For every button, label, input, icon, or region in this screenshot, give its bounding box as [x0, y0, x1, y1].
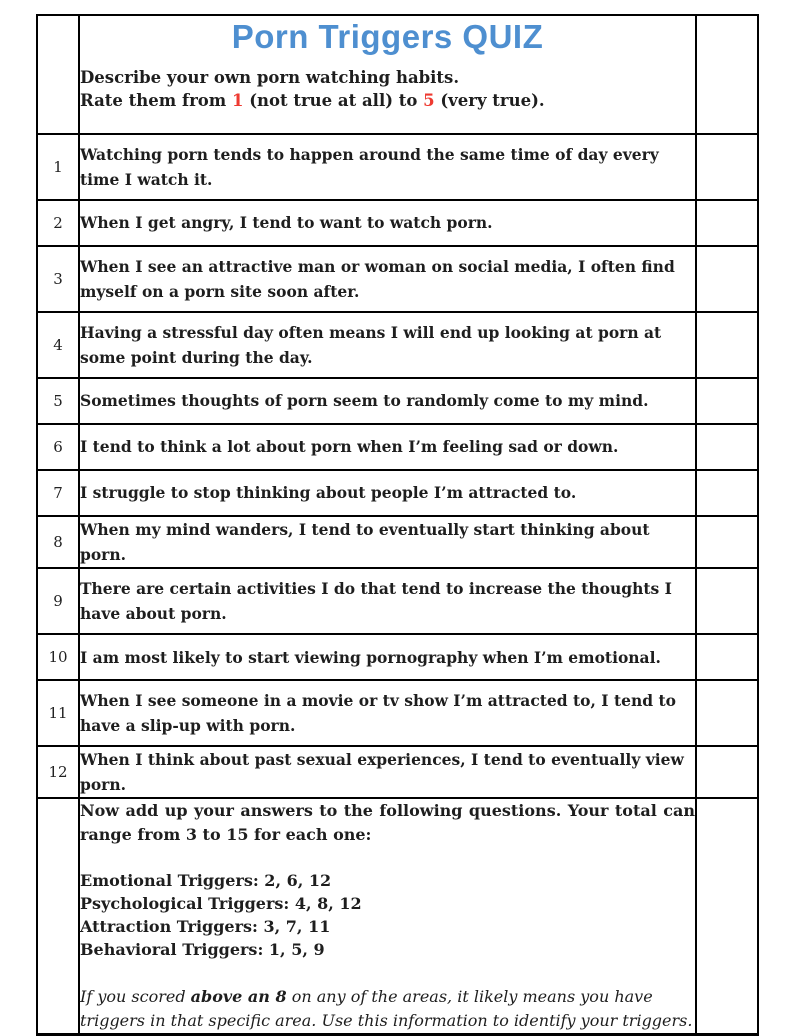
answer-cell[interactable] [696, 470, 758, 516]
answer-cell[interactable] [696, 516, 758, 568]
answer-cell[interactable] [696, 568, 758, 634]
question-text: Watching porn tends to happen around the same time of day every time I watch it. [79, 134, 696, 200]
category-behavioral: Behavioral Triggers: 1, 5, 9 [80, 939, 325, 959]
question-text: When I get angry, I tend to want to watch porn. [79, 200, 696, 246]
question-text: Having a stressful day often means I will end up looking at porn at some point during the day. [79, 312, 696, 378]
scoring-row [37, 798, 758, 1034]
question-number: 6 [37, 424, 79, 470]
question-text: There are certain activities I do that tend to increase the thoughts I have about porn. [79, 568, 696, 634]
question-text: I tend to think a lot about porn when I’m feeling sad or down. [79, 424, 696, 470]
question-text: Sometimes thoughts of porn seem to randomly come to my mind. [79, 378, 696, 424]
question-number: 10 [37, 634, 79, 680]
question-row-6 [37, 424, 758, 470]
question-row-5 [37, 378, 758, 424]
answer-cell[interactable] [696, 424, 758, 470]
answer-cell[interactable] [696, 246, 758, 312]
question-number: 3 [37, 246, 79, 312]
question-number: 4 [37, 312, 79, 378]
answer-cell[interactable] [696, 200, 758, 246]
question-text: When I see an attractive man or woman on social media, I often find myself on a porn site soon after. [79, 246, 696, 312]
question-number: 2 [37, 200, 79, 246]
footer-spacer-right [696, 798, 758, 1034]
instructions-line2: Rate them from 1 (not true at all) to 5 (very true). [80, 91, 545, 111]
question-number: 11 [37, 680, 79, 746]
question-number: 1 [37, 134, 79, 200]
answer-cell[interactable] [696, 634, 758, 680]
question-row-7 [37, 470, 758, 516]
question-row-2 [37, 200, 758, 246]
category-psychological: Psychological Triggers: 4, 8, 12 [80, 893, 362, 913]
question-row-4 [37, 312, 758, 378]
answer-cell[interactable] [696, 134, 758, 200]
header-cell [79, 15, 696, 134]
question-text: I am most likely to start viewing pornography when I’m emotional. [79, 634, 696, 680]
answer-cell[interactable] [696, 312, 758, 378]
footer-spacer-left [37, 798, 79, 1034]
question-text: I struggle to stop thinking about people I’m attracted to. [79, 470, 696, 516]
scoring-note-threshold: above an 8 [190, 986, 287, 1006]
scoring-cell [79, 798, 696, 1034]
question-text: When I think about past sexual experiences, I tend to eventually view porn. [79, 746, 696, 798]
category-attraction: Attraction Triggers: 3, 7, 11 [80, 916, 331, 936]
instructions-line1: Describe your own porn watching habits. [80, 68, 460, 87]
question-row-1 [37, 134, 758, 200]
question-text: When I see someone in a movie or tv show I’m attracted to, I tend to have a slip-up with porn. [79, 680, 696, 746]
quiz-table [36, 14, 759, 1036]
question-row-8 [37, 516, 758, 568]
header-row [37, 15, 758, 134]
header-spacer-right [696, 15, 758, 134]
question-number: 8 [37, 516, 79, 568]
question-number: 9 [37, 568, 79, 634]
question-number: 7 [37, 470, 79, 516]
question-row-9 [37, 568, 758, 634]
question-number: 5 [37, 378, 79, 424]
scoring-note: If you scored above an 8 on any of the areas, it likely means you have triggers in that specific area. Use this information to identify your triggers. [80, 986, 693, 1030]
category-emotional: Emotional Triggers: 2, 6, 12 [80, 870, 332, 890]
question-row-11 [37, 680, 758, 746]
question-row-3 [37, 246, 758, 312]
answer-cell[interactable] [696, 680, 758, 746]
question-row-10 [37, 634, 758, 680]
scoring-intro: Now add up your answers to the following questions. Your total can range from 3 to 15 for each one: [80, 801, 695, 844]
instructions [80, 66, 695, 113]
rating-high-value: 5 [423, 91, 435, 111]
rating-low-value: 1 [231, 91, 244, 111]
question-text: When my mind wanders, I tend to eventually start thinking about porn. [79, 516, 696, 568]
page-title: Porn Triggers QUIZ [231, 18, 544, 55]
answer-cell[interactable] [696, 378, 758, 424]
answer-cell[interactable] [696, 746, 758, 798]
header-spacer-left [37, 15, 79, 134]
trigger-categories [80, 869, 695, 961]
question-row-12 [37, 746, 758, 798]
question-number: 12 [37, 746, 79, 798]
